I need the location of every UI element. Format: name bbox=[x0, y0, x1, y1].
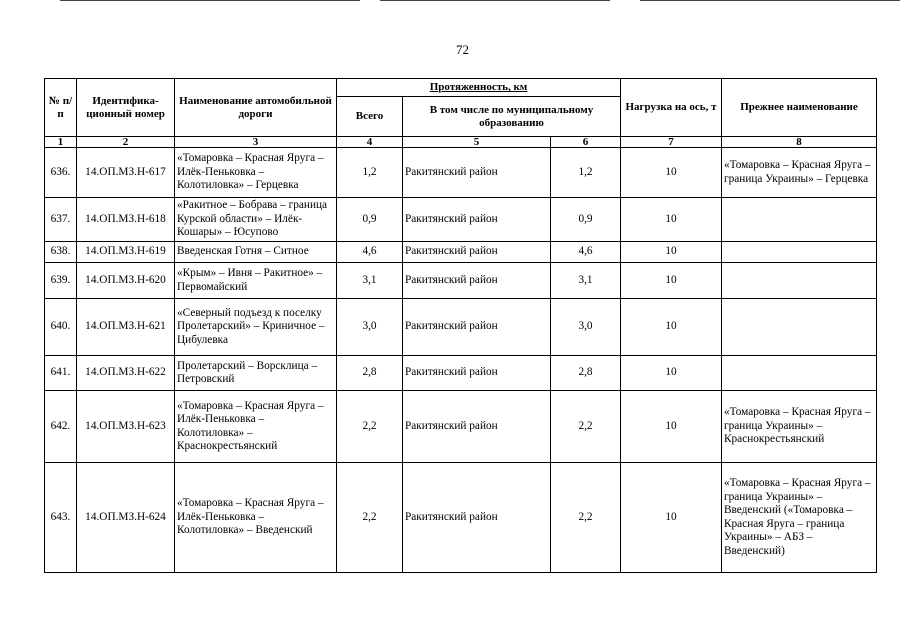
cell-dist-len: 2,2 bbox=[551, 391, 621, 463]
roads-table bbox=[44, 78, 877, 573]
cell-id: 14.ОП.МЗ.Н-617 bbox=[77, 148, 175, 198]
cell-name: «Ракитное – Бобрава – граница Курской области» – Илёк-Кошары» – Юсупово bbox=[175, 198, 337, 242]
header-incl: В том числе по муниципальному образованию bbox=[403, 97, 621, 137]
cell-num: 636. bbox=[45, 148, 77, 198]
cell-district: Ракитянский район bbox=[403, 391, 551, 463]
cell-total: 3,1 bbox=[337, 263, 403, 299]
cell-former bbox=[722, 242, 877, 263]
cell-load: 10 bbox=[621, 198, 722, 242]
cell-name: «Томаровка – Красная Яруга – Илёк-Пеньковка – Колотиловка» – Введенский bbox=[175, 463, 337, 573]
header-total: Всего bbox=[337, 97, 403, 137]
cell-name: Введенская Готня – Ситное bbox=[175, 242, 337, 263]
header-num: № п/п bbox=[45, 79, 77, 137]
table-row bbox=[45, 148, 877, 198]
cell-total: 1,2 bbox=[337, 148, 403, 198]
cell-num: 640. bbox=[45, 299, 77, 356]
cell-name: Пролетарский – Ворсклица – Петровский bbox=[175, 356, 337, 391]
header-load: Нагрузка на ось, т bbox=[621, 79, 722, 137]
col-number: 8 bbox=[722, 137, 877, 148]
cell-id: 14.ОП.МЗ.Н-618 bbox=[77, 198, 175, 242]
cell-dist-len: 4,6 bbox=[551, 242, 621, 263]
cell-id: 14.ОП.МЗ.Н-623 bbox=[77, 391, 175, 463]
cell-total: 3,0 bbox=[337, 299, 403, 356]
scan-top-edge bbox=[0, 0, 905, 2]
cell-num: 643. bbox=[45, 463, 77, 573]
cell-name: «Томаровка – Красная Яруга – Илёк-Пеньковка – Колотиловка» – Герцевка bbox=[175, 148, 337, 198]
cell-load: 10 bbox=[621, 391, 722, 463]
cell-load: 10 bbox=[621, 263, 722, 299]
cell-total: 2,8 bbox=[337, 356, 403, 391]
col-number: 6 bbox=[551, 137, 621, 148]
cell-district: Ракитянский район bbox=[403, 263, 551, 299]
cell-former bbox=[722, 198, 877, 242]
cell-num: 639. bbox=[45, 263, 77, 299]
table-row bbox=[45, 242, 877, 263]
cell-load: 10 bbox=[621, 148, 722, 198]
cell-district: Ракитянский район bbox=[403, 242, 551, 263]
col-number: 5 bbox=[403, 137, 551, 148]
cell-num: 641. bbox=[45, 356, 77, 391]
cell-num: 637. bbox=[45, 198, 77, 242]
cell-load: 10 bbox=[621, 463, 722, 573]
page-number: 72 bbox=[456, 42, 469, 57]
cell-total: 2,2 bbox=[337, 391, 403, 463]
cell-num: 638. bbox=[45, 242, 77, 263]
cell-id: 14.ОП.МЗ.Н-624 bbox=[77, 463, 175, 573]
cell-district: Ракитянский район bbox=[403, 463, 551, 573]
cell-former: «Томаровка – Красная Яруга – граница Украины» – Герцевка bbox=[722, 148, 877, 198]
header-former: Прежнее наименование bbox=[722, 79, 877, 137]
cell-dist-len: 2,8 bbox=[551, 356, 621, 391]
column-numbers-row bbox=[45, 137, 877, 148]
table-row bbox=[45, 299, 877, 356]
table-row bbox=[45, 198, 877, 242]
cell-name: «Крым» – Ивня – Ракитное» – Первомайский bbox=[175, 263, 337, 299]
cell-name: «Северный подъезд к поселку Пролетарский» – Криничное – Цибулевка bbox=[175, 299, 337, 356]
table-row bbox=[45, 463, 877, 573]
cell-load: 10 bbox=[621, 242, 722, 263]
table-row bbox=[45, 263, 877, 299]
cell-dist-len: 3,0 bbox=[551, 299, 621, 356]
cell-dist-len: 0,9 bbox=[551, 198, 621, 242]
cell-district: Ракитянский район bbox=[403, 198, 551, 242]
cell-id: 14.ОП.МЗ.Н-620 bbox=[77, 263, 175, 299]
cell-district: Ракитянский район bbox=[403, 148, 551, 198]
col-number: 3 bbox=[175, 137, 337, 148]
cell-dist-len: 3,1 bbox=[551, 263, 621, 299]
cell-former bbox=[722, 263, 877, 299]
col-number: 2 bbox=[77, 137, 175, 148]
header-length: Протяженность, км bbox=[337, 79, 621, 97]
cell-former bbox=[722, 299, 877, 356]
header-name: Наименование автомобильной дороги bbox=[175, 79, 337, 137]
cell-name: «Томаровка – Красная Яруга – Илёк-Пеньковка – Колотиловка» – Краснокрестьянский bbox=[175, 391, 337, 463]
cell-district: Ракитянский район bbox=[403, 356, 551, 391]
cell-id: 14.ОП.МЗ.Н-622 bbox=[77, 356, 175, 391]
cell-num: 642. bbox=[45, 391, 77, 463]
header-id: Идентифика-ционный номер bbox=[77, 79, 175, 137]
col-number: 7 bbox=[621, 137, 722, 148]
cell-total: 2,2 bbox=[337, 463, 403, 573]
cell-id: 14.ОП.МЗ.Н-621 bbox=[77, 299, 175, 356]
cell-former: «Томаровка – Красная Яруга – граница Украины» – Введенский («Томаровка – Красная Яруга – граница Украины» – АБЗ – Введенский) bbox=[722, 463, 877, 573]
cell-district: Ракитянский район bbox=[403, 299, 551, 356]
table-row bbox=[45, 391, 877, 463]
col-number: 1 bbox=[45, 137, 77, 148]
cell-dist-len: 1,2 bbox=[551, 148, 621, 198]
cell-dist-len: 2,2 bbox=[551, 463, 621, 573]
cell-id: 14.ОП.МЗ.Н-619 bbox=[77, 242, 175, 263]
cell-former: «Томаровка – Красная Яруга – граница Украины» – Краснокрестьянский bbox=[722, 391, 877, 463]
cell-load: 10 bbox=[621, 299, 722, 356]
cell-load: 10 bbox=[621, 356, 722, 391]
cell-total: 0,9 bbox=[337, 198, 403, 242]
table-row bbox=[45, 356, 877, 391]
cell-former bbox=[722, 356, 877, 391]
cell-total: 4,6 bbox=[337, 242, 403, 263]
col-number: 4 bbox=[337, 137, 403, 148]
